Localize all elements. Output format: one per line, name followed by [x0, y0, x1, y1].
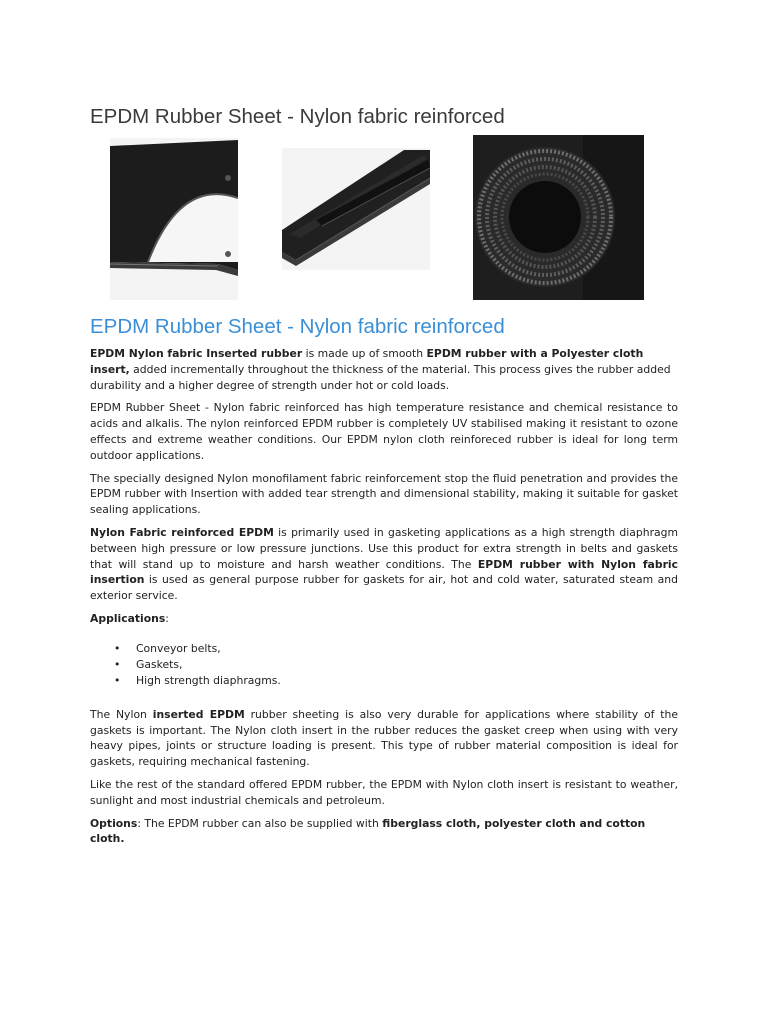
applications-label — [90, 611, 678, 627]
document-body — [90, 346, 678, 854]
rubber-strips-photo — [282, 148, 430, 270]
list-item: • Conveyor belts, — [136, 641, 678, 657]
document-title: EPDM Rubber Sheet - Nylon fabric reinforced — [90, 105, 505, 128]
paragraph-durability — [90, 707, 678, 770]
bold-text: Nylon Fabric reinforced EPDM — [90, 525, 274, 539]
text-run: is primarily used in gasketing applications as a high strength diaphragm between high pressure or low pressure junctions. Use this product for extra strength in belts and gaskets that will stand up to moisture and harsh weather conditions. The — [90, 525, 678, 571]
text-run: added incrementally throughout the thickness of the material. This process gives the rubber added durability and a higher degree of strength under hot or cold loads. — [90, 362, 671, 392]
text-run: The Nylon — [90, 707, 153, 721]
bold-text: EPDM rubber with Nylon fabric insertion — [90, 557, 678, 587]
paragraph-options — [90, 816, 678, 848]
list-item: • Gaskets, — [136, 657, 678, 673]
text-run: : — [165, 611, 169, 625]
paragraph-resistance: EPDM Rubber Sheet - Nylon fabric reinforced has high temperature resistance and chemical resistance to acids and alkalis. The nylon reinforced EPDM rubber is completely UV stabilised making it resistant to ozone effects and extreme weather conditions. Our EPDM nylon cloth reinforeced rubber is ideal for long term outdoor applications. — [90, 401, 678, 462]
text-run: rubber sheeting is also very durable for applications where stability of the gaskets is important. The Nylon cloth insert in the rubber reduces the gasket creep when using with very heavy pipes, joints or structure loading is present. This type of rubber material composition is ideal for gaskets, requiring mechanical fastening. — [90, 707, 679, 769]
bold-text: fiberglass cloth, polyester cloth and cotton cloth. — [90, 816, 646, 846]
paragraph-standard: Like the rest of the standard offered EPDM rubber, the EPDM with Nylon cloth insert is resistant to weather, sunlight and most industrial chemicals and petroleum. — [90, 777, 678, 807]
text-run: is used as general purpose rubber for gaskets for air, hot and cold water, saturated steam and exterior service. — [90, 573, 678, 603]
bold-text: Applications — [90, 611, 166, 625]
rubber-sheet-cutout-photo — [110, 138, 238, 300]
list-item: • High strength diaphragms. — [136, 673, 678, 689]
bold-text: EPDM Nylon fabric Inserted rubber — [90, 347, 303, 360]
text-run: : The EPDM rubber can also be supplied with — [137, 816, 383, 830]
text-run: is made up of smooth — [302, 347, 427, 360]
paragraph-reinforcement: The specially designed Nylon monofilament fabric reinforcement stop the fluid penetration and provides the EPDM rubber with Insertion with added tear strength and dimensional stability, making it suitable for gasket sealing applications. — [90, 471, 678, 517]
applications-list — [90, 641, 678, 689]
bold-text: EPDM rubber with a Polyester cloth insert, — [90, 347, 644, 376]
bold-text: inserted EPDM — [152, 707, 245, 721]
rubber-roll-photo — [473, 135, 644, 300]
paragraph-uses — [90, 525, 678, 604]
section-heading: EPDM Rubber Sheet - Nylon fabric reinforced — [90, 315, 505, 338]
paragraph-intro — [90, 346, 678, 393]
bold-text: Options — [90, 816, 138, 830]
